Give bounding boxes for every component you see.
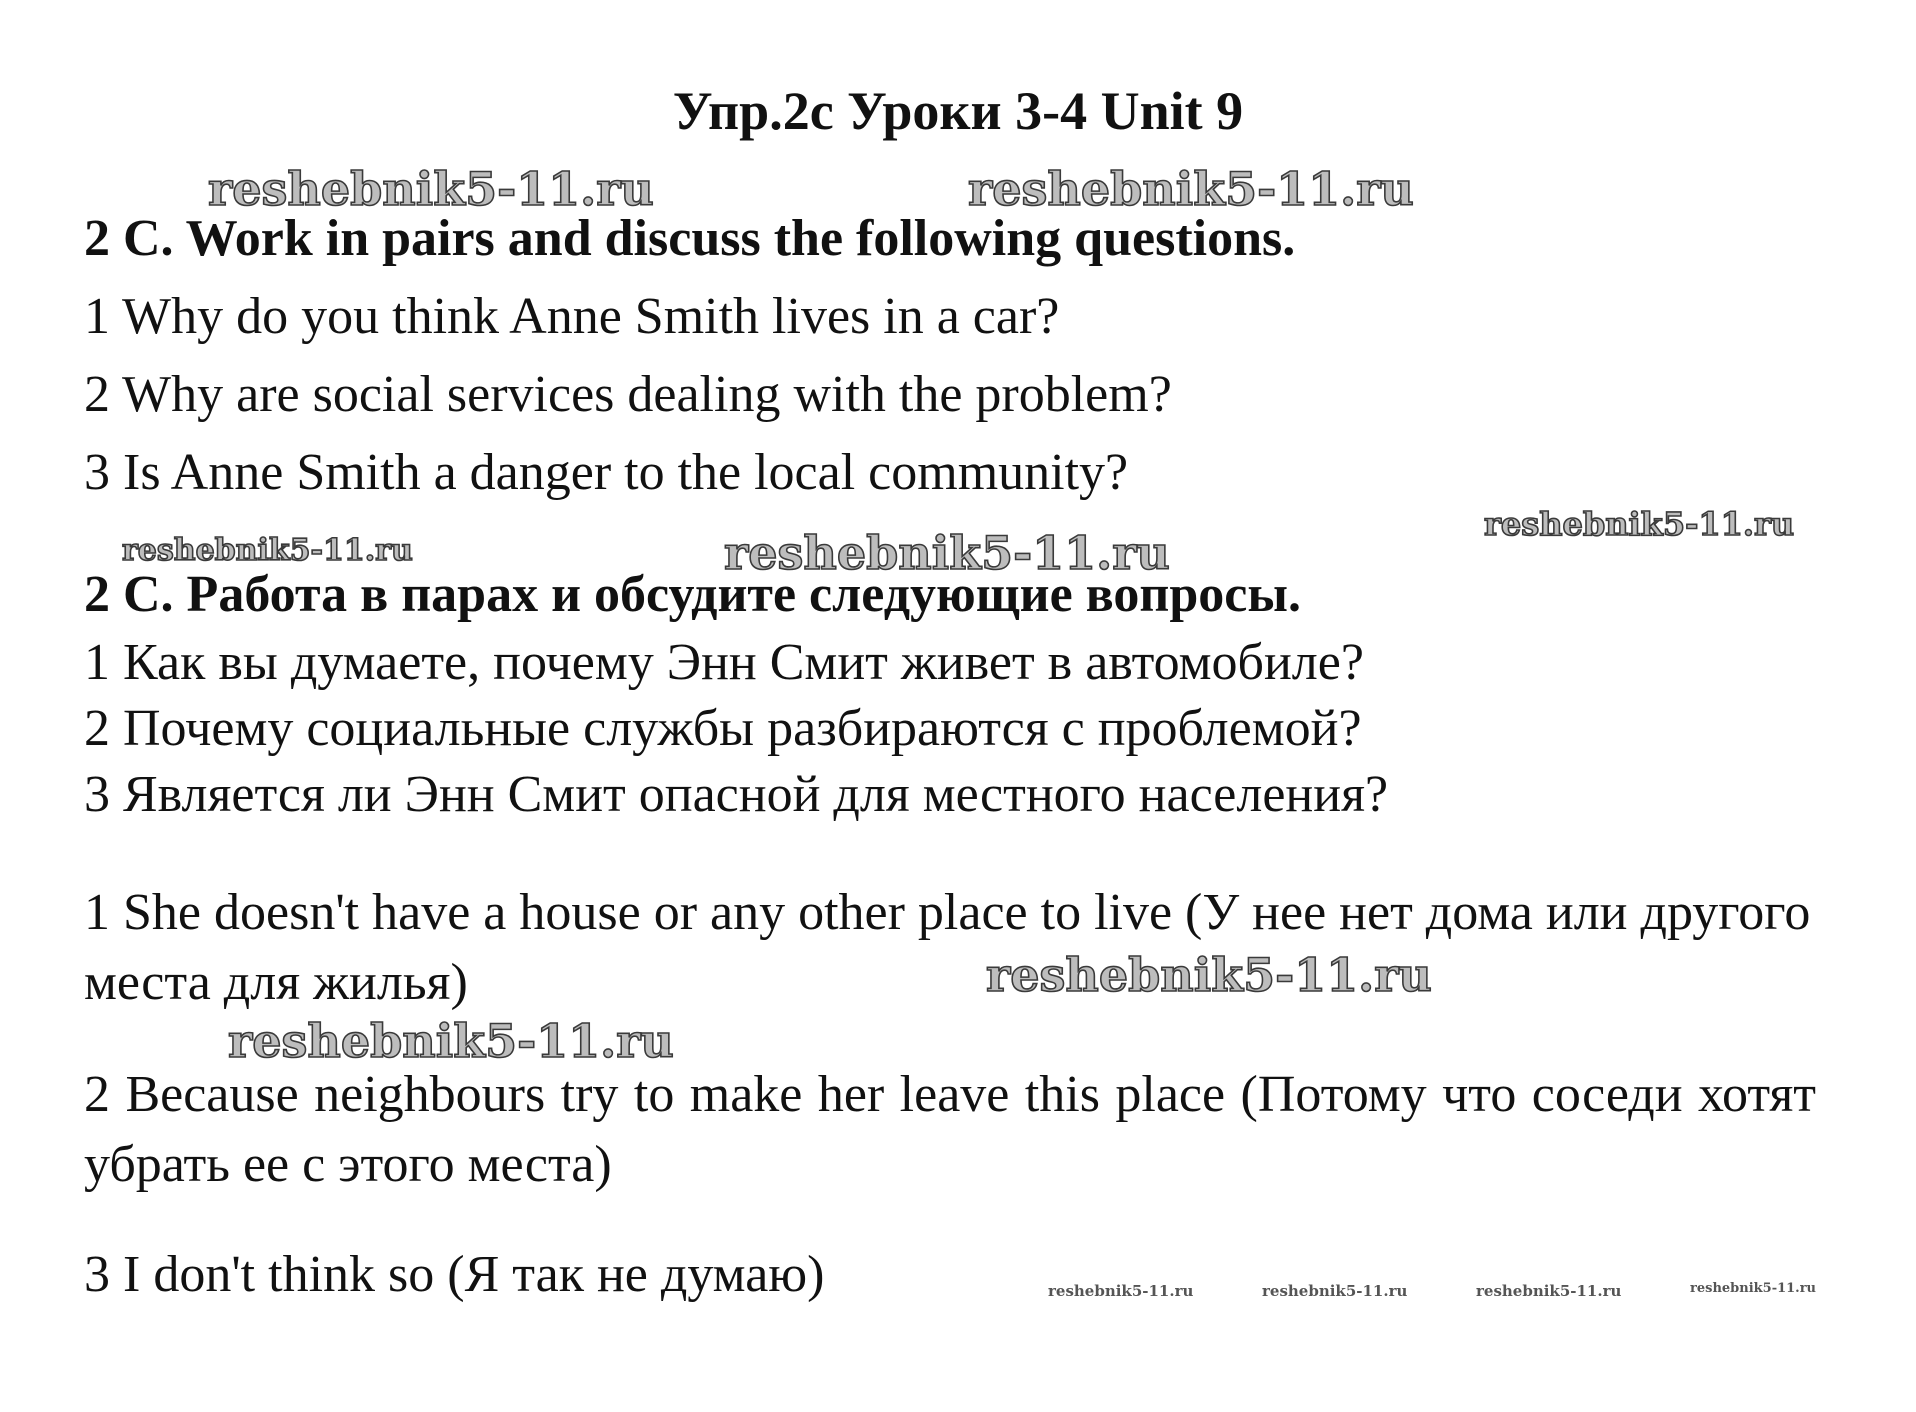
- question-ru-1: 1 Как вы думаете, почему Энн Смит живет в автомобиле?: [84, 634, 1364, 691]
- answer-2: 2 Because neighbours try to make her leave this place (Потому что соседи хотят убрать ее с этого места): [84, 1066, 1816, 1193]
- watermark: reshebnik5-11.ru: [208, 162, 654, 216]
- watermark: reshebnik5-11.ru: [1484, 505, 1795, 543]
- watermark: reshebnik5-11.ru: [968, 162, 1414, 216]
- question-en-1: 1 Why do you think Anne Smith lives in a car?: [84, 288, 1060, 345]
- task-heading-en: 2 C. Work in pairs and discuss the following questions.: [84, 210, 1296, 267]
- question-en-3: 3 Is Anne Smith a danger to the local community?: [84, 444, 1129, 501]
- watermark: reshebnik5-11.ru: [122, 533, 413, 568]
- question-ru-2: 2 Почему социальные службы разбираются с проблемой?: [84, 700, 1362, 757]
- watermark: reshebnik5-11.ru: [1476, 1282, 1622, 1300]
- task-heading-ru: 2 С. Работа в парах и обсудите следующие вопросы.: [84, 566, 1301, 623]
- page-title: Упр.2с Уроки 3-4 Unit 9: [672, 81, 1244, 141]
- question-ru-3: 3 Является ли Энн Смит опасной для местного населения?: [84, 766, 1389, 823]
- watermark: reshebnik5-11.ru: [1690, 1281, 1817, 1296]
- watermark: reshebnik5-11.ru: [986, 948, 1432, 1002]
- answer-1: 1 She doesn't have a house or any other place to live (У нее нет дома или другого места для жилья): [84, 884, 1811, 1011]
- watermark: reshebnik5-11.ru: [1048, 1282, 1194, 1300]
- watermark: reshebnik5-11.ru: [1262, 1282, 1408, 1300]
- question-en-2: 2 Why are social services dealing with the problem?: [84, 366, 1172, 423]
- answer-3: 3 I don't think so (Я так не думаю): [84, 1246, 825, 1303]
- watermark: reshebnik5-11.ru: [228, 1014, 674, 1068]
- watermark: reshebnik5-11.ru: [724, 526, 1170, 580]
